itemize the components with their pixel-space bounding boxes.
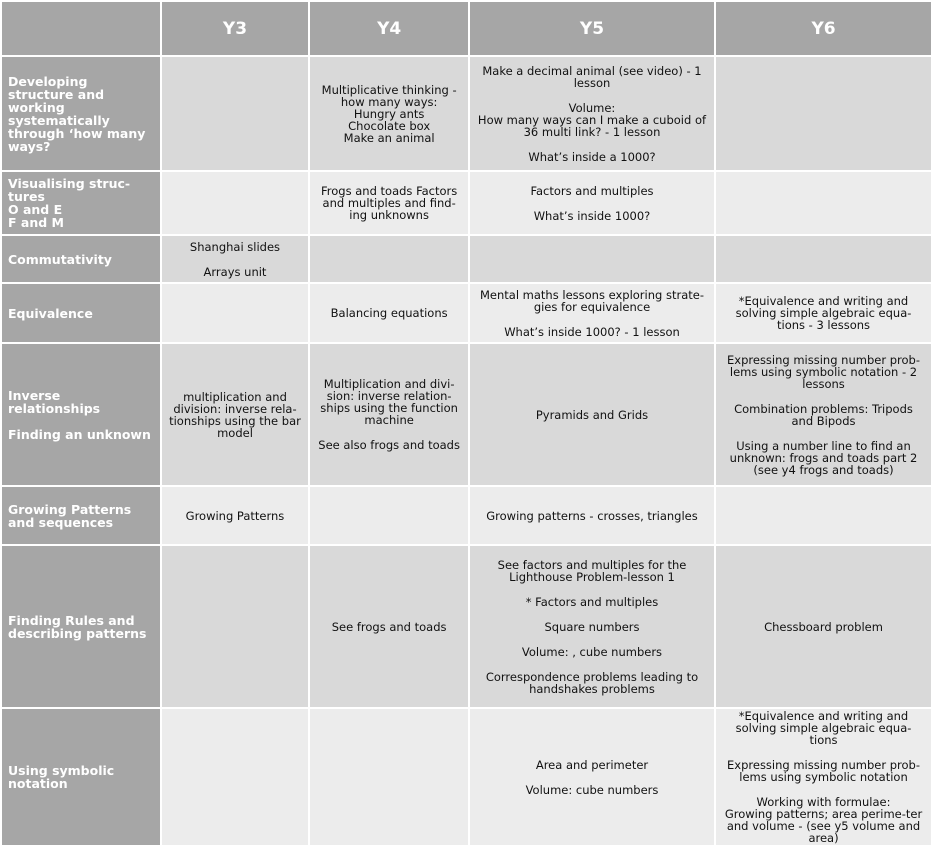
- paragraph-gap: [476, 138, 708, 151]
- cell-text: Area and perimeter: [535, 757, 649, 772]
- cell-y4: [310, 284, 468, 342]
- cell-y6: [716, 57, 931, 170]
- paragraph-gap: [476, 89, 708, 102]
- cell-y5: [470, 284, 714, 342]
- cell-text: What’s inside 1000? - 1 lesson: [504, 324, 680, 339]
- paragraph-gap: [476, 313, 708, 326]
- row-header: [2, 57, 160, 170]
- cell-y5: [470, 344, 714, 485]
- cell-y6: [716, 487, 931, 544]
- paragraph-gap: [476, 633, 708, 646]
- table-row: [2, 344, 931, 485]
- cell-y4: [310, 172, 468, 234]
- cell-text: Multiplicative thinking - how many ways:: [321, 82, 457, 109]
- column-header-y4: Y4: [310, 2, 468, 55]
- cell-text: Make an animal: [343, 130, 435, 145]
- cell-text: Volume: cube numbers: [525, 782, 659, 797]
- cell-text: Shanghai slides: [189, 239, 281, 254]
- row-header-line: Commutativity: [8, 251, 112, 267]
- row-header-line: Equivalence: [8, 305, 93, 321]
- cell-text: What’s inside a 1000?: [528, 149, 656, 164]
- cell-y4: [310, 546, 468, 707]
- paragraph-gap: [476, 658, 708, 671]
- cell-text: Correspondence problems leading to handshakes problems: [485, 669, 699, 696]
- table-row: [2, 487, 931, 544]
- paragraph-gap: [722, 427, 925, 440]
- cell-text: See also frogs and toads: [318, 438, 460, 452]
- paragraph-gap: [476, 608, 708, 621]
- cell-text: Balancing equations: [330, 306, 448, 320]
- cell-text: Square numbers: [544, 619, 640, 634]
- row-header-line: Finding Rules and describing patterns: [8, 612, 147, 641]
- paragraph-gap: [476, 771, 708, 784]
- cell-text: Volume: , cube numbers: [521, 644, 663, 659]
- cell-text: Volume:: [568, 100, 616, 115]
- cell-text: Working with formulae:: [756, 795, 891, 809]
- table-row: [2, 172, 931, 234]
- cell-text: What’s inside 1000?: [533, 208, 651, 223]
- cell-text: *Equivalence and writing and solving simple algebraic equa-tions: [735, 709, 912, 747]
- row-header-line: [8, 415, 156, 428]
- cell-text: Chocolate box: [348, 118, 431, 133]
- cell-text: Chessboard problem: [764, 619, 883, 634]
- cell-y5: [470, 236, 714, 282]
- cell-y3: [162, 344, 309, 485]
- row-header-line: F and M: [8, 215, 64, 230]
- cell-y4: [310, 709, 468, 845]
- cell-text: How many ways can I make a cuboid of 36 multi link? - 1 lesson: [477, 112, 707, 139]
- paragraph-gap: [476, 197, 708, 210]
- cell-text: Growing patterns - crosses, triangles: [486, 508, 698, 523]
- row-header: [2, 236, 160, 282]
- cell-text: Multiplication and divi-sion: inverse relation-ships using the function machine: [320, 377, 458, 427]
- cell-y5: [470, 172, 714, 234]
- cell-y6: [716, 236, 931, 282]
- cell-text: Mental maths lessons exploring strate-gies for equivalence: [479, 287, 704, 314]
- table-row: [2, 546, 931, 707]
- row-header: [2, 546, 160, 707]
- cell-y3: [162, 57, 309, 170]
- cell-y5: [470, 57, 714, 170]
- cell-y6: [716, 546, 931, 707]
- row-header-line: O and E: [8, 202, 63, 217]
- column-header-y6: Y6: [716, 2, 931, 55]
- cell-text: * Factors and multiples: [525, 594, 659, 609]
- cell-text: See factors and multiples for the Lighthouse Problem-lesson 1: [497, 557, 687, 584]
- row-header: [2, 709, 160, 845]
- table-body: [2, 57, 931, 845]
- row-header: [2, 344, 160, 485]
- table-row: [2, 709, 931, 845]
- table-row: [2, 284, 931, 342]
- cell-text: multiplication and division: inverse rela-tionships using the bar model: [169, 389, 301, 440]
- row-header-line: Developing structure and working systematically through ‘how many ways?: [8, 73, 146, 154]
- cell-y6: [716, 709, 931, 845]
- paragraph-gap: [168, 253, 303, 266]
- cell-text: Make a decimal animal (see video) - 1 lesson: [482, 63, 702, 90]
- cell-y3: [162, 172, 309, 234]
- cell-y3: [162, 487, 309, 544]
- cell-text: See frogs and toads: [331, 619, 447, 634]
- header-row: [2, 2, 931, 55]
- cell-y3: [162, 709, 309, 845]
- row-header-line: Visualising struc-tures: [8, 176, 131, 204]
- cell-text: Growing patterns; area perime-ter and volume - (see y5 volume and area): [724, 807, 923, 845]
- cell-y6: [716, 172, 931, 234]
- paragraph-gap: [476, 583, 708, 596]
- cell-y5: [470, 709, 714, 845]
- cell-text: Growing Patterns: [185, 508, 285, 523]
- cell-text: *Equivalence and writing and solving simple algebraic equa-tions - 3 lessons: [735, 294, 912, 332]
- cell-y6: [716, 284, 931, 342]
- cell-text: Combination problems: Tripods and Bipods: [734, 401, 913, 428]
- table-row: [2, 236, 931, 282]
- cell-text: Factors and multiples: [530, 183, 654, 198]
- cell-y4: [310, 57, 468, 170]
- column-header-y5: Y5: [470, 2, 714, 55]
- row-header-line: Finding an unknown: [8, 426, 151, 442]
- row-header-line: Inverse relationships: [8, 387, 101, 416]
- cell-text: Expressing missing number prob-lems using symbolic notation: [727, 758, 920, 784]
- cell-y5: [470, 546, 714, 707]
- cell-y3: [162, 284, 309, 342]
- cell-y6: [716, 344, 931, 485]
- paragraph-gap: [722, 390, 925, 403]
- corner-cell: [2, 2, 160, 55]
- row-header: [2, 487, 160, 544]
- cell-text: Expressing missing number prob-lems using symbolic notation - 2 lessons: [727, 352, 920, 391]
- cell-text: Pyramids and Grids: [535, 407, 649, 422]
- cell-text: Arrays unit: [203, 264, 267, 279]
- cell-y4: [310, 344, 468, 485]
- cell-y4: [310, 487, 468, 544]
- cell-y3: [162, 236, 309, 282]
- cell-y4: [310, 236, 468, 282]
- row-header-line: Growing Patterns and sequences: [8, 501, 132, 530]
- row-header: [2, 284, 160, 342]
- cell-y3: [162, 546, 309, 707]
- table-row: [2, 57, 931, 170]
- row-header: [2, 172, 160, 234]
- cell-text: Using a number line to find an unknown: frogs and toads part 2 (see y4 frogs and toads): [729, 438, 918, 477]
- cell-text: Hungry ants: [353, 106, 425, 121]
- cell-y5: [470, 487, 714, 544]
- row-header-line: Using symbolic notation: [8, 763, 115, 791]
- column-header-y3: Y3: [162, 2, 309, 55]
- cell-text: Frogs and toads Factors and multiples and find-ing unknowns: [321, 184, 458, 222]
